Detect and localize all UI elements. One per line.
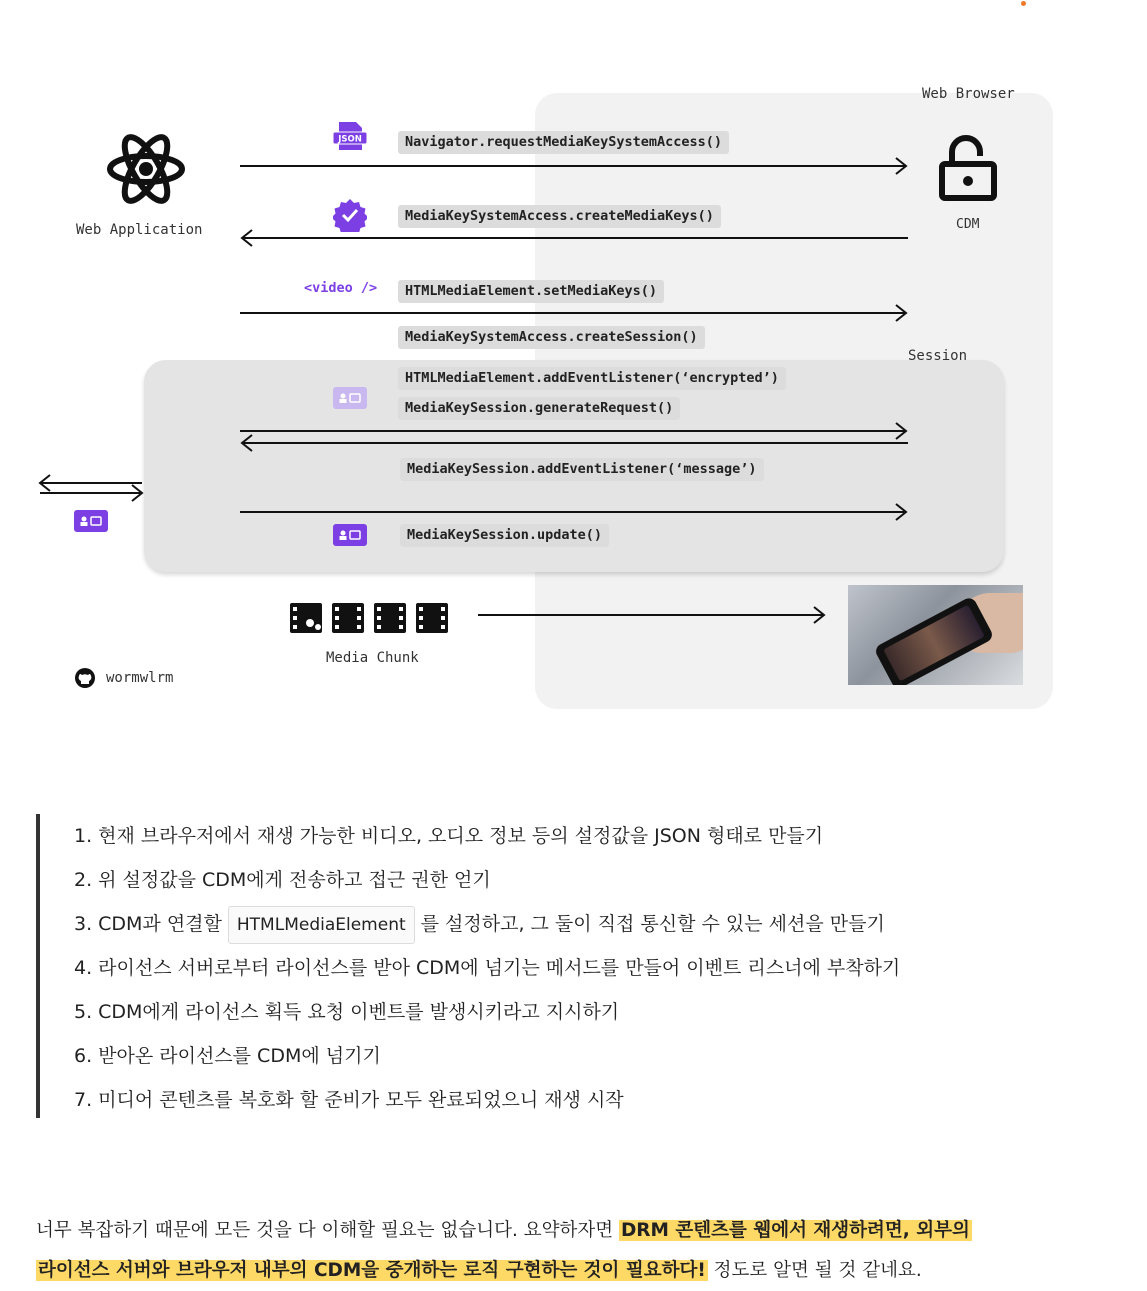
phone-screen <box>883 605 985 682</box>
summary-highlight: DRM 콘텐츠를 웹에서 재생하려면, 외부의 <box>620 1219 970 1241</box>
call-request-media-key-system-access: Navigator.requestMediaKeySystemAccess() <box>398 131 729 154</box>
media-chunk-icons <box>290 601 454 637</box>
list-item <box>74 990 1080 1034</box>
step-number: 5. <box>74 1001 93 1023</box>
video-playback-image <box>848 585 1023 685</box>
summary-paragraph <box>36 1211 1116 1291</box>
call-add-message-listener: MediaKeySession.addEventListener(‘message’) <box>400 458 764 481</box>
inline-code: HTMLMediaElement <box>228 906 415 944</box>
step-text: 위 설정값을 CDM에게 전송하고 접근 권한 얻기 <box>98 869 491 891</box>
step-number: 2. <box>74 869 93 891</box>
web-browser-label: Web Browser <box>922 86 1015 102</box>
session-label: Session <box>908 348 968 364</box>
summary-highlight: 라이선스 서버와 브라우저 내부의 CDM을 중개하는 로직 구현하는 것이 필요하다! <box>38 1259 706 1281</box>
phone-shape <box>873 596 994 685</box>
step-text: 받아온 라이선스를 CDM에 넘기기 <box>98 1045 381 1067</box>
step-text: 현재 브라우저에서 재생 가능한 비디오, 오디오 정보 등의 설정값을 JSON 형태로 만들기 <box>98 825 824 847</box>
summary-lead: 너무 복잡하기 때문에 모든 것을 다 이해할 필요는 없습니다. 요약하자면 <box>36 1219 619 1241</box>
video-tag-label: <video /> <box>304 280 378 296</box>
step-text: 미디어 콘텐츠를 복호화 할 준비가 모두 완료되었으니 재생 시작 <box>98 1089 624 1111</box>
step-text: 를 설정하고, 그 둘이 직접 통신할 수 있는 세션을 만들기 <box>420 913 885 935</box>
step-text: 라이선스 서버로부터 라이선스를 받아 CDM에 넘기는 메서드를 만들어 이벤트 리스너에 부착하기 <box>98 957 901 979</box>
call-create-session: MediaKeySystemAccess.createSession() <box>398 326 705 349</box>
step-number: 1. <box>74 825 93 847</box>
github-icon <box>74 667 96 689</box>
cdm-label: CDM <box>956 217 980 232</box>
step-text: CDM에게 라이선스 획득 요청 이벤트를 발생시키라고 지시하기 <box>98 1001 620 1023</box>
step-number: 7. <box>74 1089 93 1111</box>
list-item <box>74 946 1080 990</box>
call-update: MediaKeySession.update() <box>400 524 609 547</box>
media-chunk-label: Media Chunk <box>326 650 419 666</box>
web-application-label: Web Application <box>76 222 203 238</box>
list-item <box>74 1034 1080 1078</box>
steps-list <box>40 814 1080 1122</box>
summary-tail: 정도로 알면 될 것 같네요. <box>707 1259 922 1281</box>
step-number: 3. <box>74 913 93 935</box>
call-generate-request: MediaKeySession.generateRequest() <box>398 397 680 420</box>
step-number: 6. <box>74 1045 93 1067</box>
list-item <box>74 858 1080 902</box>
call-add-encrypted-listener: HTMLMediaElement.addEventListener(‘encrypted’) <box>398 367 786 390</box>
steps-blockquote <box>36 814 1080 1118</box>
step-text: CDM과 연결할 <box>98 913 222 935</box>
list-item <box>74 814 1080 858</box>
json-badge-text: JSON <box>338 134 362 145</box>
step-number: 4. <box>74 957 93 979</box>
call-create-media-keys: MediaKeySystemAccess.createMediaKeys() <box>398 205 721 228</box>
list-item <box>74 902 1080 946</box>
list-item <box>74 1078 1080 1122</box>
call-set-media-keys: HTMLMediaElement.setMediaKeys() <box>398 280 664 303</box>
author-label: wormwlrm <box>106 670 174 686</box>
